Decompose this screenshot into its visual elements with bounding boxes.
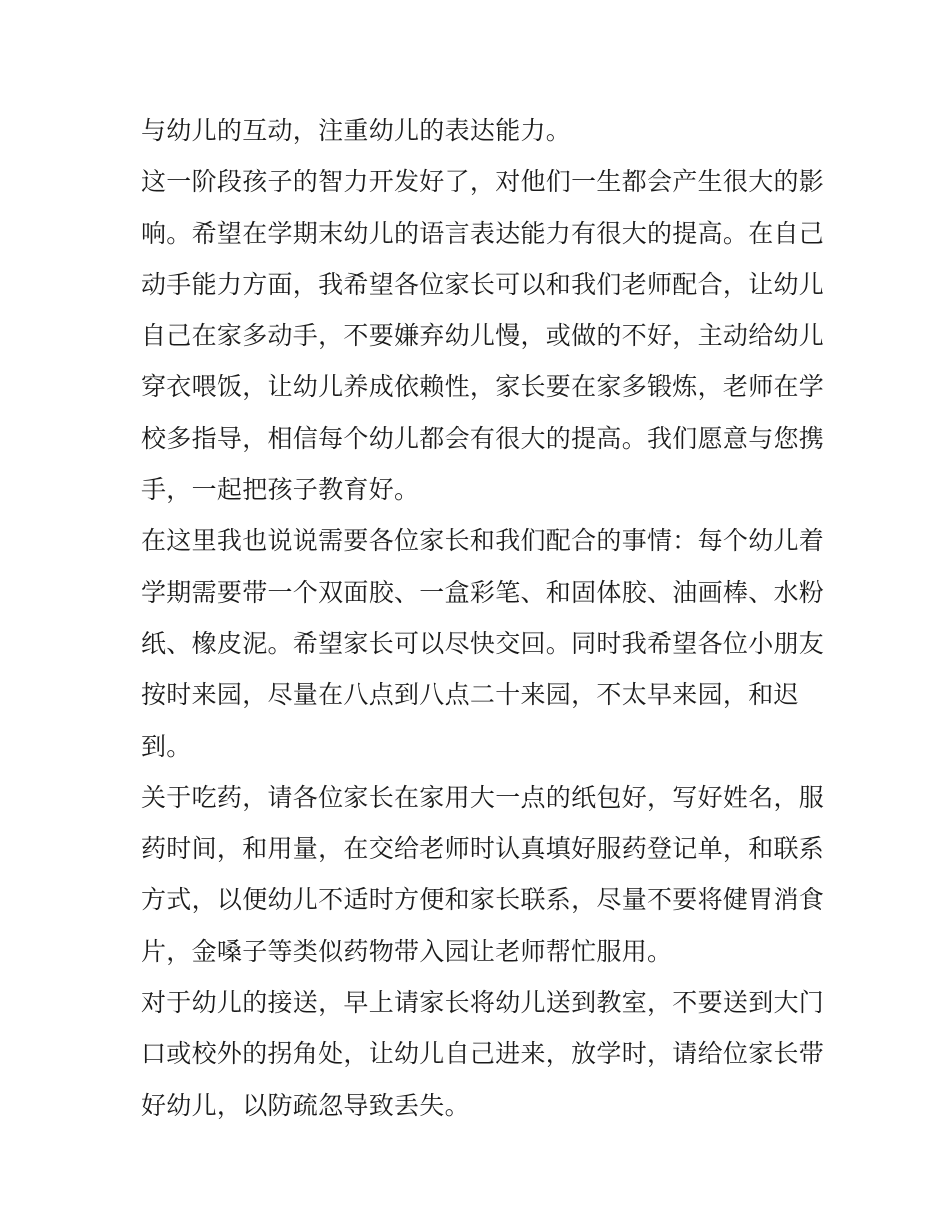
text-line: 药时间，和用量，在交给老师时认真填好服药登记单，和联系 [141,834,825,864]
text-line: 对于幼儿的接送，早上请家长将幼儿送到教室，不要送到大门 [141,988,825,1018]
text-line: 方式，以便幼儿不适时方便和家长联系，尽量不要将健胃消食 [141,885,825,915]
text-line: 手，一起把孩子教育好。 [141,475,420,505]
text-line: 这一阶段孩子的智力开发好了，对他们一生都会产生很大的影 [141,167,825,197]
text-line: 好幼儿，以防疏忽导致丢失。 [141,1090,470,1120]
text-line: 动手能力方面，我希望各位家长可以和我们老师配合，让幼儿 [141,269,825,299]
text-line: 校多指导，相信每个幼儿都会有很大的提高。我们愿意与您携 [141,423,825,453]
text-line: 与幼儿的互动，注重幼儿的表达能力。 [141,116,572,145]
text-line: 在这里我也说说需要各位家长和我们配合的事情：每个幼儿着 [141,526,825,556]
text-line: 学期需要带一个双面胶、一盒彩笔、和固体胶、油画棒、水粉 [141,577,825,607]
text-line: 关于吃药，请各位家长在家用大一点的纸包好，写好姓名，服 [141,782,825,812]
document-body [141,105,825,1131]
text-line: 口或校外的拐角处，让幼儿自己进来，放学时，请给位家长带 [141,1039,825,1069]
text-line: 按时来园，尽量在八点到八点二十来园，不太早来园，和迟 [141,680,799,710]
text-line: 自己在家多动手，不要嫌弃幼儿慢，或做的不好，主动给幼儿 [141,321,825,351]
text-line: 纸、橡皮泥。希望家长可以尽快交回。同时我希望各位小朋友 [141,628,825,658]
text-line: 穿衣喂饭，让幼儿养成依赖性，家长要在家多锻炼，老师在学 [141,372,825,402]
text-line: 片，金嗓子等类似药物带入园让老师帮忙服用。 [141,936,673,966]
text-line: 到。 [141,731,192,761]
text-line: 响。希望在学期末幼儿的语言表达能力有很大的提高。在自己 [141,218,825,248]
